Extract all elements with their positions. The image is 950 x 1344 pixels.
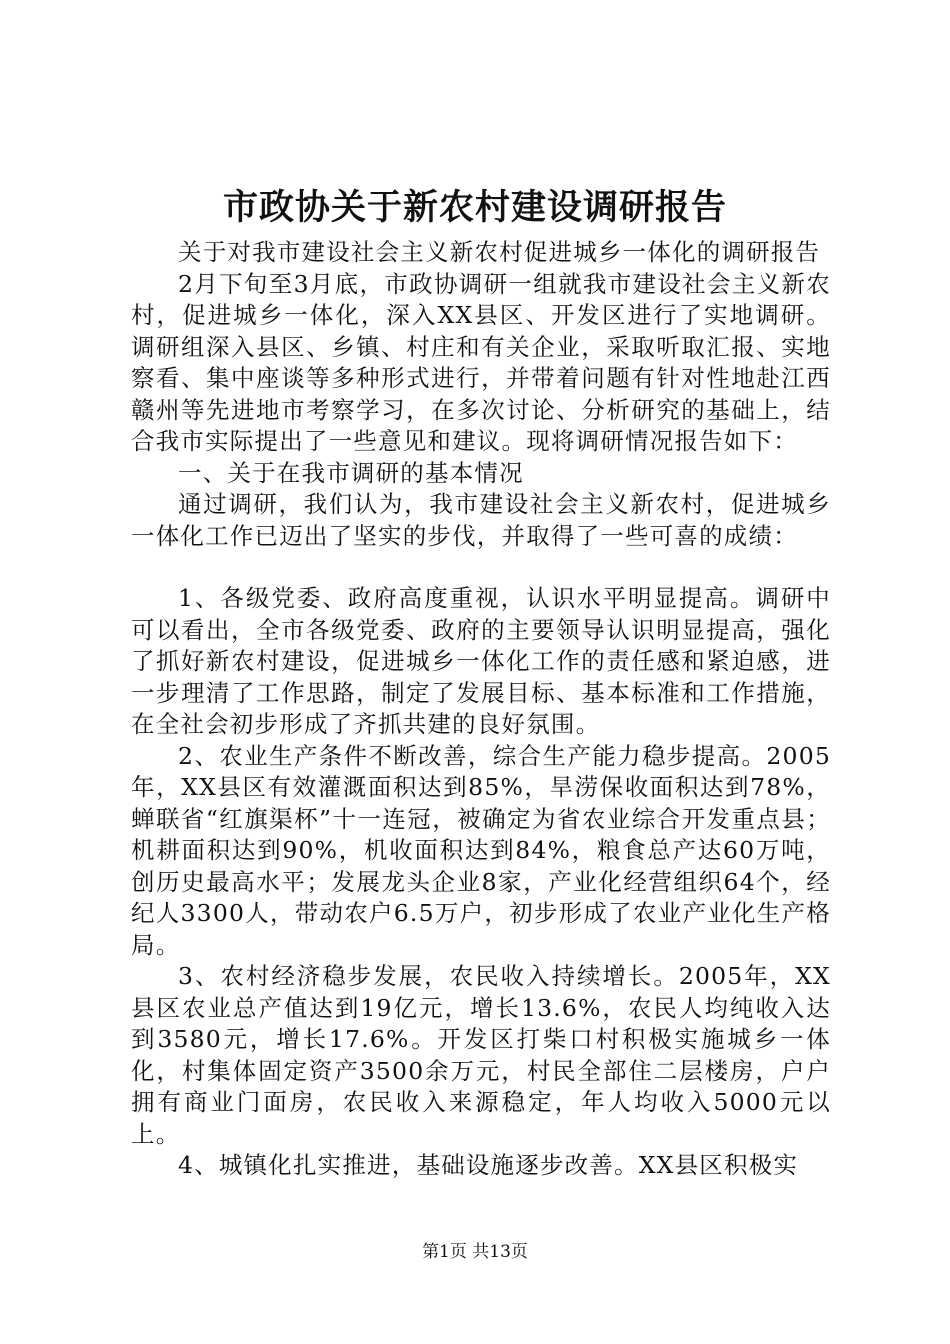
- paragraph-item-4: 4、城镇化扎实推进，基础设施逐步改善。XX县区积极实: [178, 1151, 799, 1179]
- paragraph-item-3: 3、农村经济稳步发展，农民收入持续增长。2005年，XX县区农业总产值达到19亿元，增长13.6%，农民人均纯收入达到3580元，增长17.6%。开发区打柴口村积极实施城乡一体化，村集体固定资产3500余万元，村民全部住二层楼房，户户拥有商业门面房，农民收入来源稳定，年人均收入5000元以上。: [131, 962, 831, 1148]
- page-total: 共13页: [472, 1242, 528, 1262]
- section-heading-1: 一、关于在我市调研的基本情况: [178, 458, 524, 487]
- paragraph-item-2: 2、农业生产条件不断改善，综合生产能力稳步提高。2005年，XX县区有效灌溉面积达到85%，旱涝保收面积达到78%，蝉联省“红旗渠杯”十一连冠，被确定为省农业综合开发重点县；机耕面积达到90%，机收面积达到84%，粮食总产达60万吨，创历史最高水平；发展龙头企业8家，产业化经营组织64个，经纪人3300人，带动农户6.5万户，初步形成了农业产业化生产格局。: [131, 741, 831, 959]
- page-footer: [0, 1241, 950, 1263]
- paragraph-subtitle: 关于对我市建设社会主义新农村促进城乡一体化的调研报告: [178, 238, 821, 266]
- page-number: 第1页: [422, 1242, 467, 1262]
- document-title: 市政协关于新农村建设调研报告: [222, 187, 727, 228]
- document-body: [131, 237, 831, 1182]
- paragraph-summary: 通过调研，我们认为，我市建设社会主义新农村，促进城乡一体化工作已迈出了坚实的步伐，并取得了一些可喜的成绩：: [131, 490, 831, 550]
- paragraph-item-1: 1、各级党委、政府高度重视，认识水平明显提高。调研中可以看出，全市各级党委、政府的主要领导认识明显提高，强化了抓好新农村建设，促进城乡一体化工作的责任感和紧迫感，进一步理清了工作思路，制定了发展目标、基本标准和工作措施，在全社会初步形成了齐抓共建的良好氛围。: [131, 584, 831, 738]
- paragraph-intro: 2月下旬至3月底，市政协调研一组就我市建设社会主义新农村，促进城乡一体化，深入XX县区、开发区进行了实地调研。调研组深入县区、乡镇、村庄和有关企业，采取听取汇报、实地察看、集中座谈等多种形式进行，并带着问题有针对性地赴江西赣州等先进地市考察学习，在多次讨论、分析研究的基础上，结合我市实际提出了一些意见和建议。现将调研情况报告如下：: [131, 269, 831, 455]
